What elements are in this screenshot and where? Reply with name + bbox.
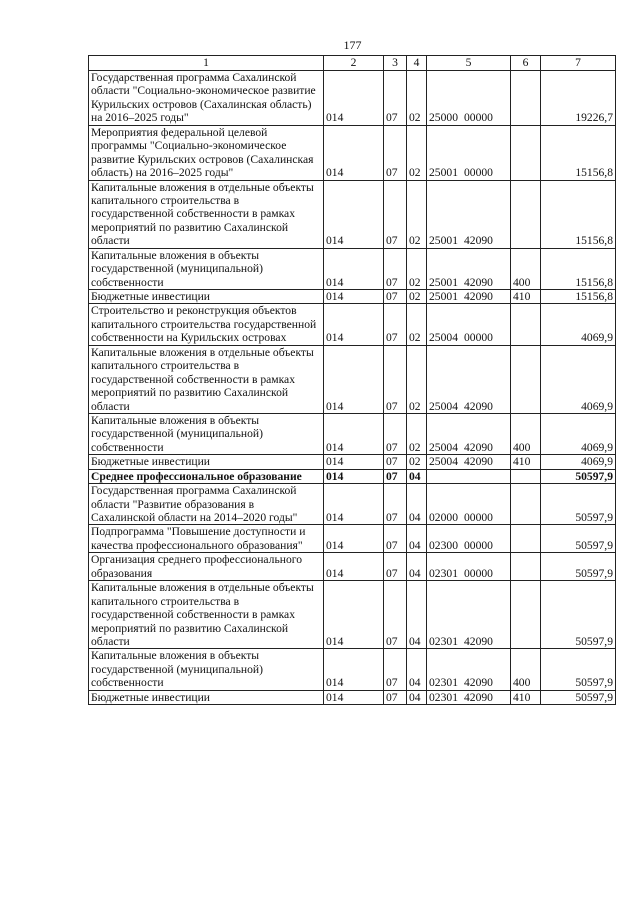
cell-text: 00000 [463, 538, 493, 552]
cell-text: 19226,7 [575, 111, 613, 125]
row-code-6-cell [511, 71, 541, 126]
cell-text: 014 [326, 399, 344, 413]
row-code-4-cell [407, 248, 427, 289]
cell-text: 42090 [463, 690, 493, 704]
cell-text: 4069,9 [581, 399, 613, 413]
row-amount-cell [541, 180, 616, 248]
row-code-2-cell [324, 290, 384, 304]
row-code-5-cell [427, 345, 511, 413]
cell-text: 42090 [463, 440, 493, 454]
cell-text: 07 [386, 634, 398, 648]
row-amount-cell [541, 484, 616, 525]
row-code-6-cell [511, 690, 541, 704]
cell-text: 42090 [463, 634, 493, 648]
cell-text: 42090 [463, 455, 493, 469]
cell-text: 4069,9 [581, 440, 613, 454]
table-row [89, 345, 616, 413]
cell-text: 014 [326, 469, 344, 483]
row-code-4-cell [407, 180, 427, 248]
cell-text: 04 [409, 676, 421, 690]
cell-text: 014 [326, 455, 344, 469]
cell-text: 07 [386, 166, 398, 180]
row-name-cell [89, 649, 324, 690]
row-code-4-cell [407, 553, 427, 581]
row-amount-cell [541, 125, 616, 180]
row-code-4-cell [407, 71, 427, 126]
cell-text: Капитальные вложения в объекты государственной (муниципальной) собственности [91, 649, 263, 690]
cell-text: 410 [513, 455, 531, 469]
cell-text: 014 [326, 440, 344, 454]
row-code-4-cell [407, 484, 427, 525]
row-code-4-cell [407, 125, 427, 180]
row-amount-cell [541, 455, 616, 469]
cell-text: 25004 [429, 455, 458, 469]
cell-text: 02 [409, 331, 421, 345]
row-code-2-cell [324, 553, 384, 581]
header-cell: 5 [427, 56, 511, 71]
cell-text: Капитальные вложения в отдельные объекты капитального строительства в государственной собственности в рамках мероприятий по развитию Сахалинской области [91, 581, 314, 648]
row-code-5-cell [427, 71, 511, 126]
row-code-5-cell [427, 649, 511, 690]
row-amount-cell [541, 413, 616, 454]
table-row [89, 649, 616, 690]
cell-text: 410 [513, 690, 531, 704]
row-name-cell [89, 581, 324, 649]
row-code-3-cell [384, 581, 407, 649]
row-code-4-cell [407, 345, 427, 413]
table-row [89, 690, 616, 704]
cell-text: 4069,9 [581, 331, 613, 345]
cell-text: 42090 [463, 234, 493, 248]
row-name-cell [89, 690, 324, 704]
row-code-4-cell [407, 469, 427, 483]
header-cell: 3 [384, 56, 407, 71]
cell-text: 02000 [429, 511, 458, 524]
row-code-5-cell [427, 180, 511, 248]
cell-text: 07 [386, 538, 398, 552]
row-code-6-cell [511, 649, 541, 690]
row-code-3-cell [384, 180, 407, 248]
header-cell: 7 [541, 56, 616, 71]
row-name-cell [89, 248, 324, 289]
row-code-6-cell [511, 525, 541, 553]
cell-text: 50597,9 [575, 690, 613, 704]
row-code-2-cell [324, 484, 384, 525]
cell-text: 014 [326, 234, 344, 248]
row-amount-cell [541, 304, 616, 345]
cell-text: Капитальные вложения в объекты государственной (муниципальной) собственности [91, 248, 263, 289]
header-cell: 4 [407, 56, 427, 71]
cell-text: 00000 [463, 511, 493, 524]
row-code-5-cell [427, 553, 511, 581]
cell-text: 04 [409, 538, 421, 552]
row-code-2-cell [324, 413, 384, 454]
row-code-3-cell [384, 248, 407, 289]
row-code-3-cell [384, 649, 407, 690]
cell-text: Бюджетные инвестиции [91, 690, 211, 704]
table-row [89, 71, 616, 126]
table-row [89, 125, 616, 180]
row-code-3-cell [384, 413, 407, 454]
row-code-6-cell [511, 455, 541, 469]
header-cell: 6 [511, 56, 541, 71]
cell-text: Строительство и реконструкция объектов капитального строительства государственной собственности на Курильских островах [91, 304, 317, 345]
cell-text: 25004 [429, 440, 458, 454]
row-code-6-cell [511, 304, 541, 345]
cell-text: Государственная программа Сахалинской области "Развитие образования в Сахалинской области на 2014–2020 годы" [91, 484, 298, 524]
cell-text: 04 [409, 511, 421, 524]
cell-text: 02301 [429, 676, 458, 690]
table-row [89, 413, 616, 454]
row-code-6-cell [511, 248, 541, 289]
row-code-3-cell [384, 484, 407, 525]
row-code-3-cell [384, 304, 407, 345]
row-name-cell [89, 290, 324, 304]
cell-text: 25001 [429, 290, 458, 303]
row-code-2-cell [324, 455, 384, 469]
cell-text: Среднее профессиональное образование [91, 469, 302, 483]
cell-text: 410 [513, 290, 531, 303]
row-name-cell [89, 304, 324, 345]
cell-text: 02 [409, 166, 421, 180]
row-name-cell [89, 125, 324, 180]
row-amount-cell [541, 690, 616, 704]
row-code-2-cell [324, 180, 384, 248]
cell-text: 42090 [463, 399, 493, 413]
table-row [89, 455, 616, 469]
row-code-5-cell [427, 690, 511, 704]
row-name-cell [89, 455, 324, 469]
cell-text: 25004 [429, 399, 458, 413]
cell-text: 50597,9 [575, 469, 613, 483]
row-code-5-cell [427, 525, 511, 553]
cell-text: 014 [326, 538, 344, 552]
cell-text: 25001 [429, 275, 458, 289]
cell-text: 400 [513, 676, 531, 690]
row-code-4-cell [407, 413, 427, 454]
cell-text: 04 [409, 690, 421, 704]
table-row [89, 469, 616, 483]
cell-text: 15156,8 [575, 290, 613, 303]
row-amount-cell [541, 345, 616, 413]
row-code-5-cell [427, 290, 511, 304]
row-code-3-cell [384, 125, 407, 180]
cell-text: 014 [326, 634, 344, 648]
row-code-5-cell [427, 248, 511, 289]
row-code-6-cell [511, 581, 541, 649]
row-amount-cell [541, 553, 616, 581]
cell-text: 25004 [429, 331, 458, 345]
row-code-4-cell [407, 649, 427, 690]
cell-text: Капитальные вложения в отдельные объекты капитального строительства в государственной собственности в рамках мероприятий по развитию Сахалинской области [91, 345, 314, 413]
cell-text: 25000 [429, 111, 458, 125]
cell-text: 04 [409, 634, 421, 648]
page-number: 177 [343, 38, 362, 52]
cell-text: 02 [409, 275, 421, 289]
row-code-3-cell [384, 469, 407, 483]
row-code-4-cell [407, 290, 427, 304]
cell-text: Государственная программа Сахалинской области "Социально-экономическое развитие Курильских островов (Сахалинская область) на 2016–2025 годы" [91, 71, 316, 125]
row-code-2-cell [324, 304, 384, 345]
row-code-3-cell [384, 345, 407, 413]
row-code-2-cell [324, 690, 384, 704]
cell-text: 07 [386, 469, 398, 483]
cell-text: 42090 [463, 676, 493, 690]
row-code-3-cell [384, 553, 407, 581]
cell-text: 014 [326, 111, 344, 125]
cell-text: 50597,9 [575, 634, 613, 648]
cell-text: Бюджетные инвестиции [91, 290, 211, 303]
row-name-cell [89, 180, 324, 248]
table-row [89, 180, 616, 248]
cell-text: 15156,8 [575, 166, 613, 180]
row-code-5-cell [427, 413, 511, 454]
cell-text: 07 [386, 690, 398, 704]
table-row [89, 248, 616, 289]
cell-text: 42090 [463, 290, 493, 303]
table-row [89, 581, 616, 649]
cell-text: 014 [326, 290, 344, 303]
cell-text: 014 [326, 676, 344, 690]
row-name-cell [89, 553, 324, 581]
cell-text: 07 [386, 275, 398, 289]
row-code-6-cell [511, 553, 541, 581]
row-code-2-cell [324, 71, 384, 126]
table-row [89, 290, 616, 304]
row-code-4-cell [407, 581, 427, 649]
row-code-2-cell [324, 125, 384, 180]
cell-text: 07 [386, 566, 398, 580]
cell-text: 02 [409, 111, 421, 125]
cell-text: 00000 [463, 331, 493, 345]
row-name-cell [89, 345, 324, 413]
row-code-6-cell [511, 469, 541, 483]
cell-text: Организация среднего профессионального образования [91, 553, 303, 580]
cell-text: 04 [409, 566, 421, 580]
cell-text: 07 [386, 399, 398, 413]
row-name-cell [89, 71, 324, 126]
row-amount-cell [541, 581, 616, 649]
row-code-2-cell [324, 248, 384, 289]
cell-text: 4069,9 [581, 455, 613, 469]
cell-text: 50597,9 [575, 538, 613, 552]
row-name-cell [89, 469, 324, 483]
table-row [89, 304, 616, 345]
cell-text: 50597,9 [575, 566, 613, 580]
cell-text: 02300 [429, 538, 458, 552]
table-row [89, 484, 616, 525]
cell-text: 07 [386, 440, 398, 454]
row-amount-cell [541, 525, 616, 553]
row-code-5-cell [427, 455, 511, 469]
row-code-6-cell [511, 125, 541, 180]
row-code-5-cell [427, 484, 511, 525]
cell-text: 400 [513, 275, 531, 289]
table-header-row [89, 56, 616, 71]
row-code-6-cell [511, 413, 541, 454]
cell-text: 400 [513, 440, 531, 454]
cell-text: Подпрограмма "Повышение доступности и качества профессионального образования" [91, 525, 306, 552]
cell-text: 014 [326, 275, 344, 289]
row-amount-cell [541, 469, 616, 483]
row-code-2-cell [324, 649, 384, 690]
cell-text: 014 [326, 690, 344, 704]
cell-text: 15156,8 [575, 234, 613, 248]
header-cell: 1 [89, 56, 324, 71]
row-code-5-cell [427, 125, 511, 180]
cell-text: Бюджетные инвестиции [91, 455, 211, 469]
cell-text: 15156,8 [575, 275, 613, 289]
cell-text: 42090 [463, 275, 493, 289]
row-name-cell [89, 525, 324, 553]
row-code-2-cell [324, 581, 384, 649]
row-code-3-cell [384, 690, 407, 704]
table-row [89, 553, 616, 581]
cell-text: 07 [386, 455, 398, 469]
row-code-2-cell [324, 525, 384, 553]
cell-text: 00000 [463, 166, 493, 180]
row-amount-cell [541, 248, 616, 289]
cell-text: 02 [409, 455, 421, 469]
cell-text: 07 [386, 676, 398, 690]
row-code-5-cell [427, 469, 511, 483]
cell-text: 02301 [429, 566, 458, 580]
cell-text: 014 [326, 566, 344, 580]
row-code-6-cell [511, 290, 541, 304]
row-code-4-cell [407, 690, 427, 704]
row-code-5-cell [427, 581, 511, 649]
cell-text: 07 [386, 511, 398, 524]
cell-text: 00000 [463, 566, 493, 580]
cell-text: 50597,9 [575, 676, 613, 690]
row-code-6-cell [511, 180, 541, 248]
cell-text: 02 [409, 399, 421, 413]
cell-text: 00000 [463, 111, 493, 125]
cell-text: 014 [326, 166, 344, 180]
row-code-2-cell [324, 469, 384, 483]
cell-text: Мероприятия федеральной целевой программы "Социально-экономическое развитие Курильских островов (Сахалинская область) на 2016–2025 годы" [91, 125, 314, 180]
cell-text: Капитальные вложения в отдельные объекты капитального строительства в государственной собственности в рамках мероприятий по развитию Сахалинской области [91, 180, 314, 248]
row-name-cell [89, 413, 324, 454]
cell-text: 014 [326, 331, 344, 345]
header-cell: 2 [324, 56, 384, 71]
cell-text: 07 [386, 234, 398, 248]
row-code-3-cell [384, 290, 407, 304]
row-amount-cell [541, 649, 616, 690]
row-code-2-cell [324, 345, 384, 413]
row-name-cell [89, 484, 324, 525]
row-amount-cell [541, 290, 616, 304]
cell-text: 02301 [429, 634, 458, 648]
table-row [89, 525, 616, 553]
cell-text: Капитальные вложения в объекты государственной (муниципальной) собственности [91, 413, 263, 454]
row-code-5-cell [427, 304, 511, 345]
cell-text: 014 [326, 511, 344, 524]
budget-table [88, 55, 616, 705]
row-code-3-cell [384, 455, 407, 469]
table-body [89, 56, 616, 705]
cell-text: 07 [386, 331, 398, 345]
cell-text: 07 [386, 111, 398, 125]
row-code-6-cell [511, 484, 541, 525]
row-code-4-cell [407, 304, 427, 345]
row-amount-cell [541, 71, 616, 126]
cell-text: 04 [409, 469, 421, 483]
row-code-4-cell [407, 455, 427, 469]
cell-text: 02301 [429, 690, 458, 704]
cell-text: 25001 [429, 234, 458, 248]
cell-text: 02 [409, 440, 421, 454]
row-code-6-cell [511, 345, 541, 413]
row-code-3-cell [384, 525, 407, 553]
cell-text: 25001 [429, 166, 458, 180]
cell-text: 02 [409, 234, 421, 248]
cell-text: 50597,9 [575, 511, 613, 524]
cell-text: 07 [386, 290, 398, 303]
row-code-3-cell [384, 71, 407, 126]
row-code-4-cell [407, 525, 427, 553]
cell-text: 02 [409, 290, 421, 303]
